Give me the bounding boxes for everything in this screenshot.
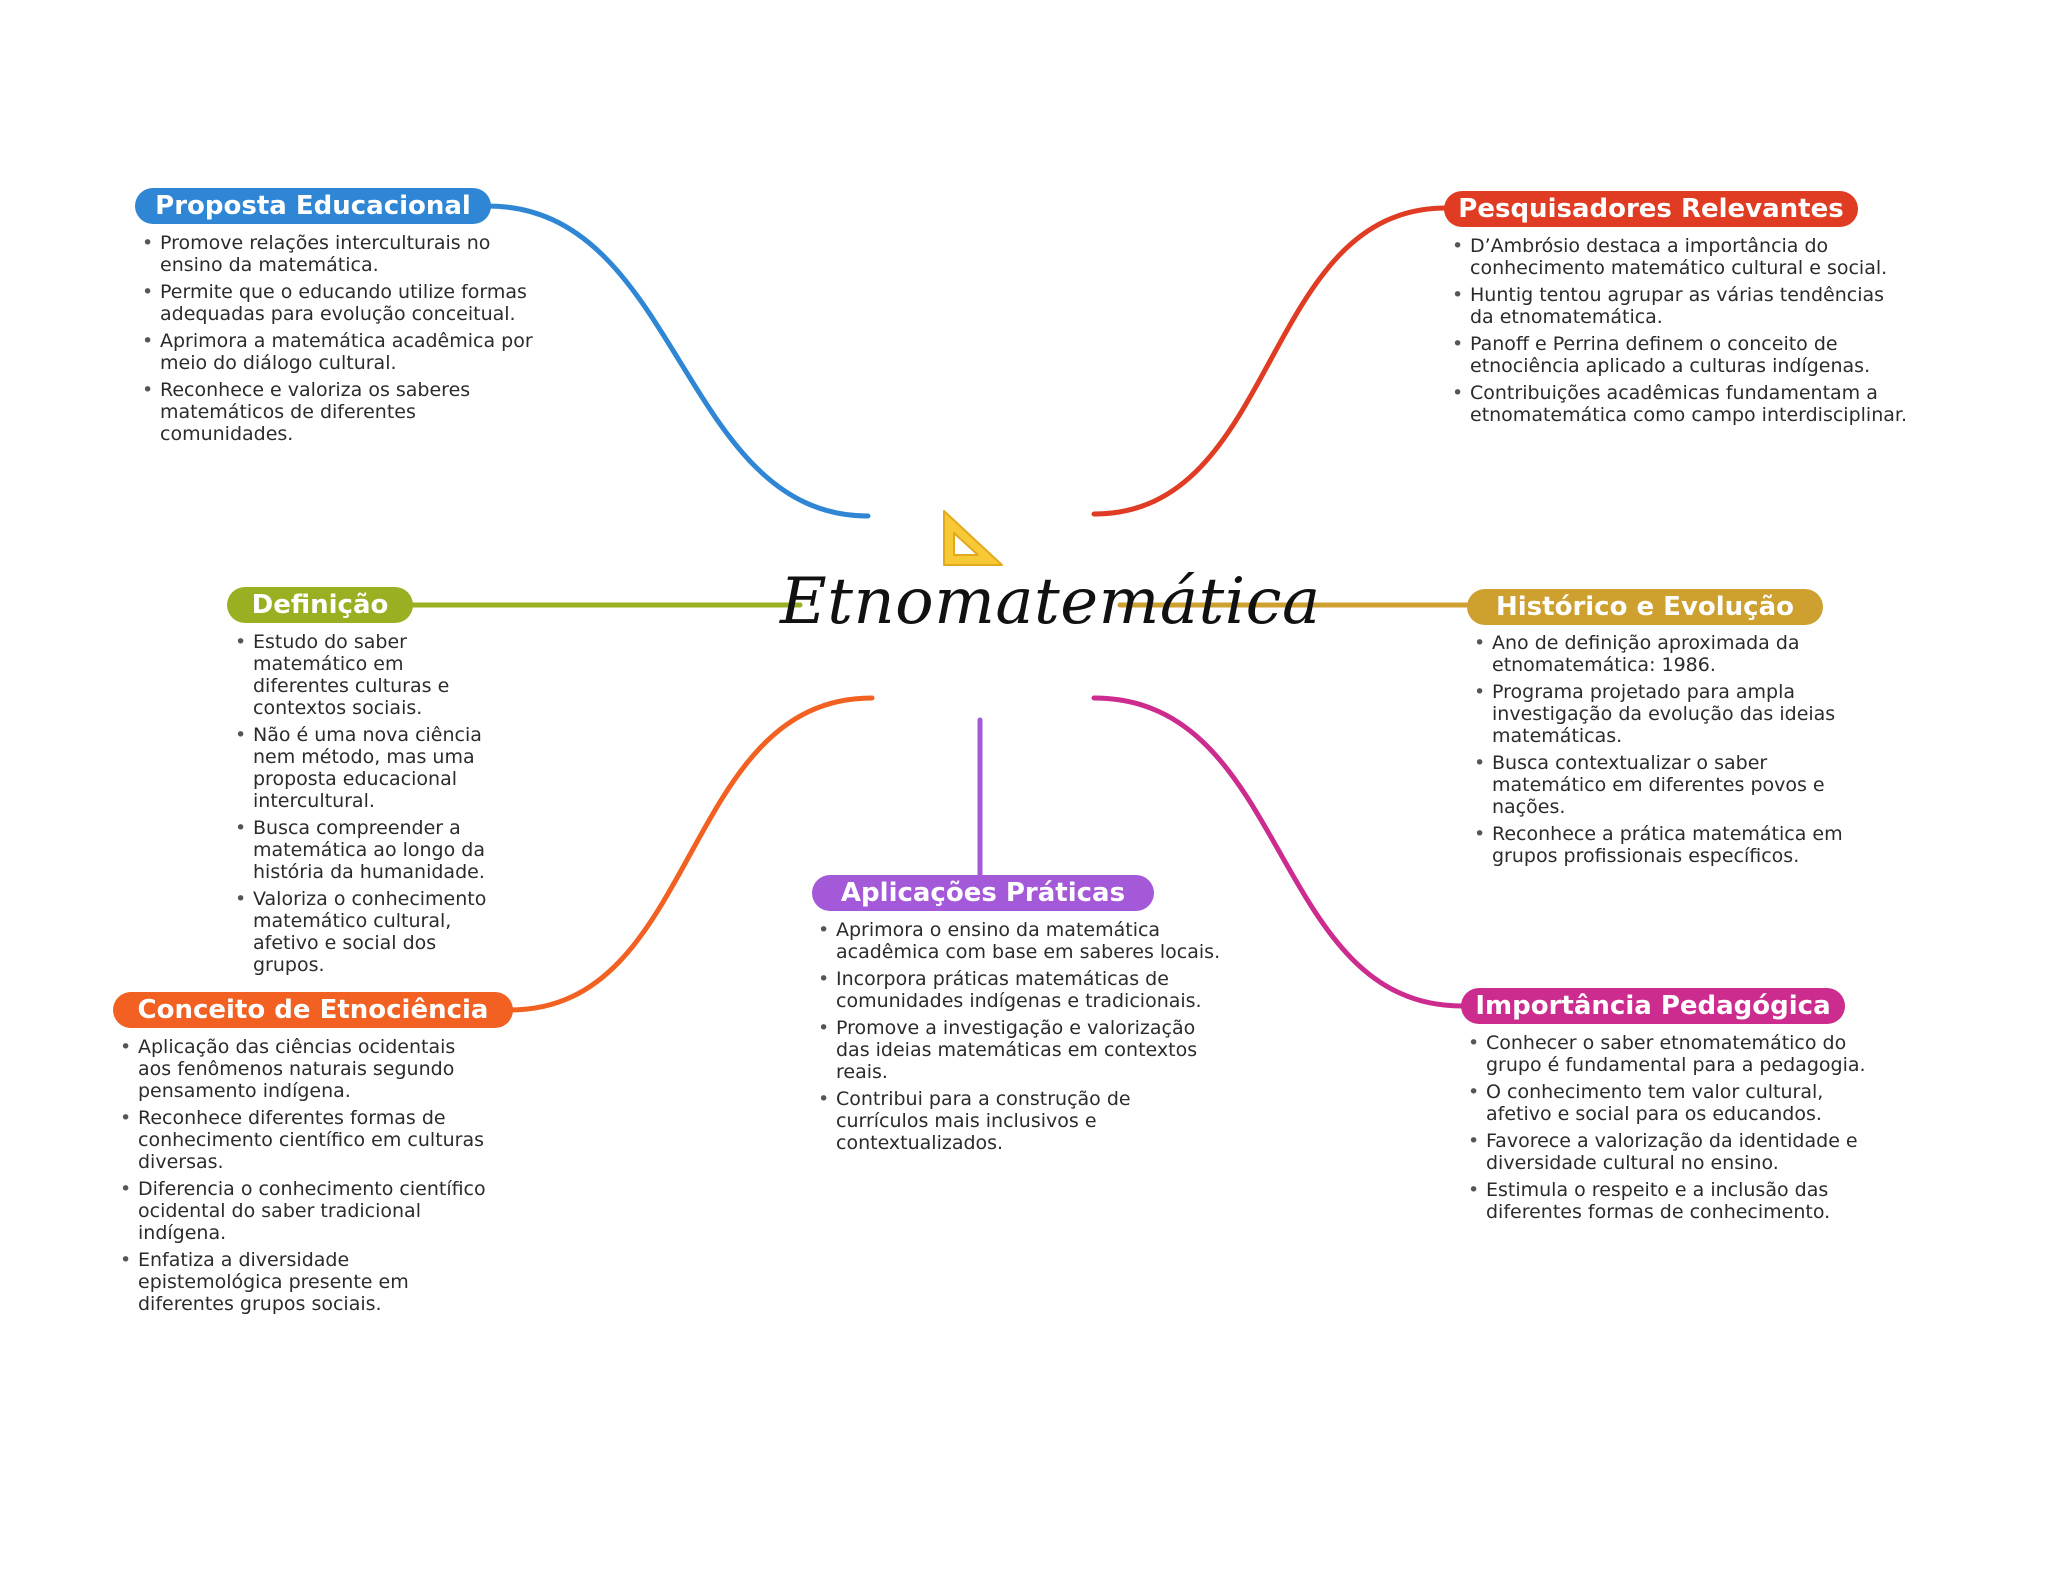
- branch-list-pesquisadores: [1446, 235, 1910, 431]
- list-item: • Contribuições acadêmicas fundamentam a etnomatemática como campo interdisciplinar.: [1470, 382, 1910, 426]
- list-item: • Incorpora práticas matemáticas de comunidades indígenas e tradicionais.: [836, 968, 1226, 1012]
- branch-pill-conceito[interactable]: Conceito de Etnociência: [113, 992, 513, 1028]
- list-item: • Panoff e Perrina definem o conceito de etnociência aplicado a culturas indígenas.: [1470, 333, 1910, 377]
- list-item: • Diferencia o conhecimento científico ocidental do saber tradicional indígena.: [138, 1178, 488, 1244]
- branch-list-importancia: [1462, 1032, 1876, 1228]
- branch-list-aplicacoes: [812, 919, 1226, 1159]
- branch-pill-definicao[interactable]: Definição: [227, 587, 413, 623]
- list-item: • Aprimora o ensino da matemática acadêmica com base em saberes locais.: [836, 919, 1226, 963]
- branch-pill-pesquisadores[interactable]: Pesquisadores Relevantes: [1444, 191, 1858, 227]
- list-item: • Permite que o educando utilize formas adequadas para evolução conceitual.: [160, 281, 540, 325]
- list-item: • D’Ambrósio destaca a importância do conhecimento matemático cultural e social.: [1470, 235, 1910, 279]
- connector-proposta: [488, 206, 868, 516]
- list-item: • Favorece a valorização da identidade e diversidade cultural no ensino.: [1486, 1130, 1876, 1174]
- list-item: • Estudo do saber matemático em diferentes culturas e contextos sociais.: [253, 631, 493, 719]
- branch-pill-proposta[interactable]: Proposta Educacional: [135, 188, 491, 224]
- list-item: • Huntig tentou agrupar as várias tendências da etnomatemática.: [1470, 284, 1910, 328]
- branch-pill-historico[interactable]: Histórico e Evolução: [1467, 589, 1823, 625]
- list-item: • Busca compreender a matemática ao longo da história da humanidade.: [253, 817, 493, 883]
- list-item: • Enfatiza a diversidade epistemológica presente em diferentes grupos sociais.: [138, 1249, 488, 1315]
- list-item: • Reconhece diferentes formas de conhecimento científico em culturas diversas.: [138, 1107, 488, 1173]
- list-item: • Não é uma nova ciência nem método, mas uma proposta educacional intercultural.: [253, 724, 493, 812]
- list-item: • Conhecer o saber etnomatemático do grupo é fundamental para a pedagogia.: [1486, 1032, 1876, 1076]
- branch-list-conceito: [114, 1036, 488, 1320]
- list-item: • Promove a investigação e valorização das ideias matemáticas em contextos reais.: [836, 1017, 1226, 1083]
- list-item: • Aprimora a matemática acadêmica por meio do diálogo cultural.: [160, 330, 540, 374]
- list-item: • Busca contextualizar o saber matemático em diferentes povos e nações.: [1492, 752, 1882, 818]
- list-item: • Aplicação das ciências ocidentais aos fenômenos naturais segundo pensamento indígena.: [138, 1036, 488, 1102]
- branch-list-definicao: [229, 631, 493, 981]
- list-item: • Reconhece a prática matemática em grupos profissionais específicos.: [1492, 823, 1882, 867]
- list-item: • Estimula o respeito e a inclusão das diferentes formas de conhecimento.: [1486, 1179, 1876, 1223]
- list-item: • O conhecimento tem valor cultural, afetivo e social para os educandos.: [1486, 1081, 1876, 1125]
- branch-pill-importancia[interactable]: Importância Pedagógica: [1461, 988, 1845, 1024]
- list-item: • Promove relações interculturais no ensino da matemática.: [160, 232, 540, 276]
- list-item: • Contribui para a construção de currículos mais inclusivos e contextualizados.: [836, 1088, 1226, 1154]
- branch-list-historico: [1468, 632, 1882, 872]
- list-item: • Programa projetado para ampla investigação da evolução das ideias matemáticas.: [1492, 681, 1882, 747]
- list-item: • Valoriza o conhecimento matemático cultural, afetivo e social dos grupos.: [253, 888, 493, 976]
- triangle-ruler-icon: [938, 505, 1008, 571]
- connector-pesquisadores: [1094, 208, 1446, 514]
- list-item: • Reconhece e valoriza os saberes matemáticos de diferentes comunidades.: [160, 379, 540, 445]
- list-item: • Ano de definição aproximada da etnomatemática: 1986.: [1492, 632, 1882, 676]
- branch-list-proposta: [136, 232, 540, 450]
- central-topic-title: Etnomatemática: [780, 565, 1321, 639]
- branch-pill-aplicacoes[interactable]: Aplicações Práticas: [812, 875, 1154, 911]
